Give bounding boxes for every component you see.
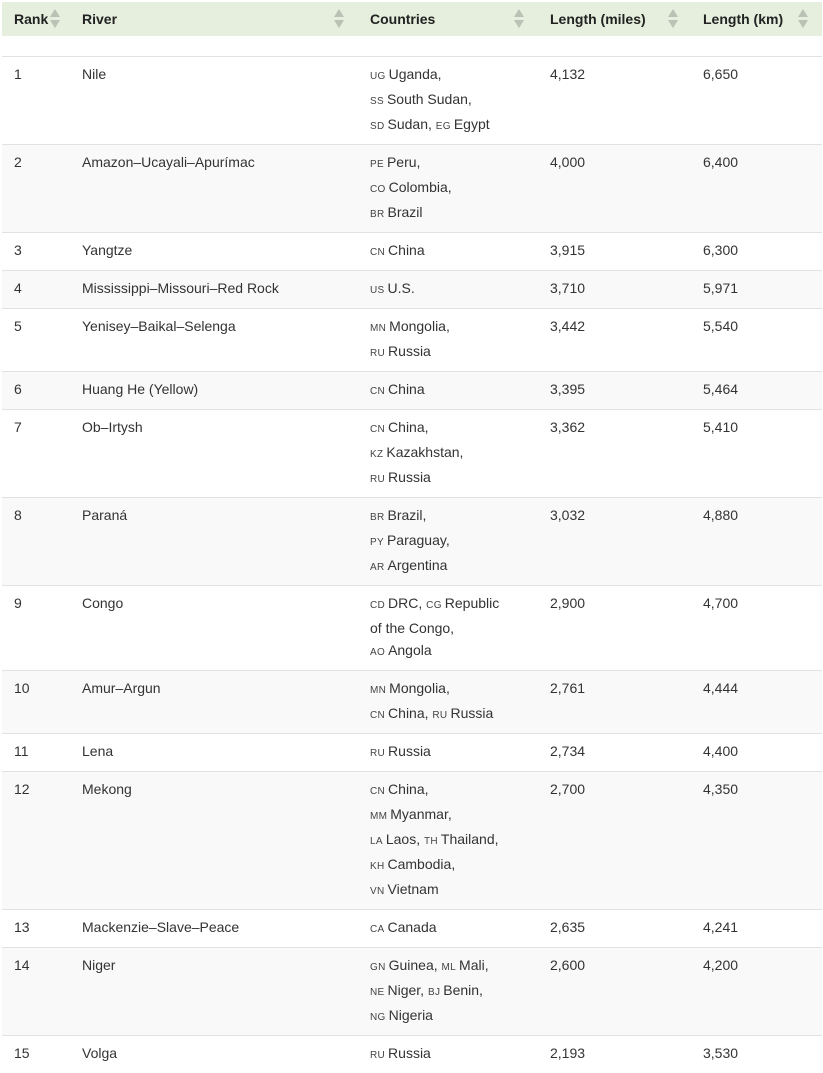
cell-miles: 2,761 — [538, 671, 691, 734]
country-code: RU — [370, 474, 385, 485]
cell-rank: 7 — [2, 410, 70, 498]
table-header-row — [2, 2, 822, 36]
country-code: RU — [370, 1050, 385, 1061]
cell-miles: 2,635 — [538, 910, 691, 948]
cell-km: 5,410 — [691, 410, 822, 498]
country-code: TH — [424, 836, 438, 847]
cell-river: Niger — [70, 948, 358, 1036]
spacer-row — [2, 36, 822, 57]
country-name: Thailand, — [441, 831, 499, 847]
sort-arrows-icon[interactable] — [50, 9, 60, 29]
country-name: Myanmar, — [390, 806, 451, 822]
country-line — [370, 151, 538, 176]
country-name: Paraguay, — [387, 532, 450, 548]
country-name: Guinea, — [389, 957, 438, 973]
column-header-1[interactable] — [70, 2, 358, 36]
column-header-label: Length (miles) — [550, 11, 646, 27]
country-code: CN — [370, 247, 385, 258]
cell-miles: 3,442 — [538, 309, 691, 372]
country-name: Canada — [388, 919, 437, 935]
country-line — [370, 740, 538, 765]
table-row — [2, 309, 822, 372]
cell-river: Lena — [70, 734, 358, 772]
country-name: Cambodia, — [388, 856, 456, 872]
cell-km: 5,540 — [691, 309, 822, 372]
country-name: Argentina — [388, 557, 448, 573]
cell-km: 4,200 — [691, 948, 822, 1036]
cell-km: 4,241 — [691, 910, 822, 948]
country-code: PE — [370, 159, 384, 170]
country-code: CD — [370, 600, 385, 611]
country-code: CN — [370, 786, 385, 797]
country-code: MN — [370, 323, 386, 334]
country-name: Mali, — [459, 957, 489, 973]
table-row — [2, 372, 822, 410]
sort-arrows-icon[interactable] — [334, 9, 344, 29]
cell-countries — [358, 145, 538, 233]
cell-river: Amur–Argun — [70, 671, 358, 734]
cell-rank: 14 — [2, 948, 70, 1036]
country-code: CN — [370, 424, 385, 435]
country-code: KZ — [370, 449, 383, 460]
column-header-label: Countries — [370, 11, 435, 27]
sort-arrows-icon[interactable] — [514, 9, 524, 29]
country-code: LA — [370, 836, 383, 847]
country-code: CN — [370, 386, 385, 397]
cell-rank: 8 — [2, 498, 70, 586]
cell-miles: 3,032 — [538, 498, 691, 586]
cell-countries — [358, 671, 538, 734]
country-name: U.S. — [388, 280, 415, 296]
column-header-0[interactable] — [2, 2, 70, 36]
cell-rank: 1 — [2, 57, 70, 145]
cell-rank: 10 — [2, 671, 70, 734]
country-line — [370, 63, 538, 88]
country-name: Russia — [388, 343, 431, 359]
country-name: Peru, — [387, 154, 420, 170]
country-name: China, — [388, 705, 428, 721]
country-code: NE — [370, 987, 385, 998]
country-name: Brazil — [388, 204, 423, 220]
country-name: Nigeria — [389, 1007, 433, 1023]
country-code: GN — [370, 962, 386, 973]
cell-km: 4,444 — [691, 671, 822, 734]
table-row — [2, 586, 822, 671]
table-row — [2, 910, 822, 948]
cell-miles: 4,000 — [538, 145, 691, 233]
cell-countries — [358, 372, 538, 410]
country-line — [370, 1004, 538, 1029]
cell-river: Yenisey–Baikal–Selenga — [70, 309, 358, 372]
cell-countries — [358, 772, 538, 910]
cell-km: 3,530 — [691, 1036, 822, 1073]
country-name: Kazakhstan, — [386, 444, 463, 460]
country-code: RU — [370, 748, 385, 759]
country-code: RU — [432, 710, 447, 721]
country-name: Vietnam — [388, 881, 439, 897]
country-code: RU — [370, 348, 385, 359]
country-line — [370, 1042, 538, 1067]
country-name: Brazil, — [388, 507, 427, 523]
country-code: AO — [370, 647, 385, 658]
country-line — [370, 878, 538, 903]
cell-rank: 6 — [2, 372, 70, 410]
cell-countries — [358, 586, 538, 671]
cell-rank: 11 — [2, 734, 70, 772]
country-code: CG — [426, 600, 442, 611]
country-name: Angola — [388, 642, 432, 658]
cell-km: 4,350 — [691, 772, 822, 910]
country-line — [370, 828, 538, 853]
country-code: CN — [370, 710, 385, 721]
cell-miles: 4,132 — [538, 57, 691, 145]
country-code: SD — [370, 121, 385, 132]
cell-countries — [358, 309, 538, 372]
country-code: VN — [370, 886, 385, 897]
cell-km: 5,971 — [691, 271, 822, 309]
cell-countries — [358, 410, 538, 498]
cell-countries — [358, 498, 538, 586]
cell-river: Mississippi–Missouri–Red Rock — [70, 271, 358, 309]
country-line — [370, 853, 538, 878]
country-code: ML — [442, 962, 457, 973]
country-line — [370, 378, 538, 403]
cell-km: 6,400 — [691, 145, 822, 233]
cell-rank: 2 — [2, 145, 70, 233]
sort-arrows-icon[interactable] — [798, 9, 808, 29]
table-row — [2, 1036, 822, 1073]
country-code: EG — [436, 121, 451, 132]
table-row — [2, 271, 822, 309]
cell-river: Huang He (Yellow) — [70, 372, 358, 410]
cell-miles: 2,734 — [538, 734, 691, 772]
column-header-2[interactable] — [358, 2, 538, 36]
table-row — [2, 734, 822, 772]
country-name: China — [388, 242, 425, 258]
country-line — [370, 239, 538, 264]
table-row — [2, 233, 822, 271]
cell-rank: 13 — [2, 910, 70, 948]
country-name: Benin, — [443, 982, 483, 998]
country-code: CO — [370, 184, 386, 195]
cell-river: Congo — [70, 586, 358, 671]
cell-countries — [358, 57, 538, 145]
table-row — [2, 772, 822, 910]
cell-river: Yangtze — [70, 233, 358, 271]
country-line — [370, 201, 538, 226]
cell-countries — [358, 1036, 538, 1073]
country-line — [370, 529, 538, 554]
table-row — [2, 410, 822, 498]
cell-miles: 3,362 — [538, 410, 691, 498]
cell-rank: 15 — [2, 1036, 70, 1073]
country-line — [370, 592, 538, 617]
country-line — [370, 466, 538, 491]
column-header-3[interactable] — [538, 2, 691, 36]
country-line — [370, 617, 538, 639]
country-name: Russia — [388, 469, 431, 485]
country-name: South Sudan, — [387, 91, 472, 107]
cell-km: 4,400 — [691, 734, 822, 772]
country-line — [370, 340, 538, 365]
country-line — [370, 88, 538, 113]
cell-river: Nile — [70, 57, 358, 145]
table-row — [2, 57, 822, 145]
country-line — [370, 639, 538, 664]
country-name: DRC, — [388, 595, 422, 611]
country-name: Mongolia, — [389, 318, 450, 334]
country-name: China, — [388, 419, 428, 435]
country-line — [370, 277, 538, 302]
country-line — [370, 441, 538, 466]
country-name: Sudan, — [388, 116, 432, 132]
country-code: AR — [370, 562, 385, 573]
country-line — [370, 176, 538, 201]
table-row — [2, 145, 822, 233]
country-code: BR — [370, 209, 385, 220]
country-code: US — [370, 285, 385, 296]
cell-countries — [358, 948, 538, 1036]
cell-km: 5,464 — [691, 372, 822, 410]
cell-rank: 5 — [2, 309, 70, 372]
cell-km: 4,880 — [691, 498, 822, 586]
cell-miles: 2,700 — [538, 772, 691, 910]
country-line — [370, 113, 538, 138]
country-code: MN — [370, 685, 386, 696]
cell-miles: 2,193 — [538, 1036, 691, 1073]
cell-km: 4,700 — [691, 586, 822, 671]
column-header-label: River — [82, 11, 117, 27]
country-line — [370, 702, 538, 727]
country-name: Niger, — [388, 982, 425, 998]
country-line — [370, 504, 538, 529]
cell-river: Ob–Irtysh — [70, 410, 358, 498]
cell-river: Amazon–Ucayali–Apurímac — [70, 145, 358, 233]
sort-arrows-icon[interactable] — [668, 9, 678, 29]
cell-river: Mekong — [70, 772, 358, 910]
country-code: BR — [370, 512, 385, 523]
cell-miles: 2,900 — [538, 586, 691, 671]
cell-km: 6,650 — [691, 57, 822, 145]
cell-rank: 3 — [2, 233, 70, 271]
cell-river: Mackenzie–Slave–Peace — [70, 910, 358, 948]
country-line — [370, 979, 538, 1004]
column-header-label: Length (km) — [703, 11, 783, 27]
table-row — [2, 948, 822, 1036]
country-name: Colombia, — [389, 179, 452, 195]
country-name: Mongolia, — [389, 680, 450, 696]
country-name: Russia — [450, 705, 493, 721]
country-code: NG — [370, 1012, 386, 1023]
country-name: Egypt — [454, 116, 490, 132]
country-code: KH — [370, 861, 385, 872]
country-name: China, — [388, 781, 428, 797]
cell-miles: 3,710 — [538, 271, 691, 309]
country-name: Republic — [445, 595, 499, 611]
country-line — [370, 554, 538, 579]
cell-miles: 3,395 — [538, 372, 691, 410]
country-name: China — [388, 381, 425, 397]
country-code: BJ — [428, 987, 440, 998]
cell-miles: 3,915 — [538, 233, 691, 271]
country-code: CA — [370, 924, 385, 935]
country-line — [370, 416, 538, 441]
country-line — [370, 315, 538, 340]
cell-miles: 2,600 — [538, 948, 691, 1036]
country-code: PY — [370, 537, 384, 548]
cell-river: Volga — [70, 1036, 358, 1073]
table-row — [2, 671, 822, 734]
rivers-table — [2, 2, 822, 1073]
country-code: SS — [370, 96, 384, 107]
country-line — [370, 954, 538, 979]
table-row — [2, 498, 822, 586]
country-line — [370, 916, 538, 941]
cell-rank: 4 — [2, 271, 70, 309]
cell-river: Paraná — [70, 498, 358, 586]
country-code: MM — [370, 811, 387, 822]
country-name: Uganda, — [389, 66, 442, 82]
column-header-4[interactable] — [691, 2, 822, 36]
country-name: Russia — [388, 743, 431, 759]
country-name: Russia — [388, 1045, 431, 1061]
country-code: UG — [370, 71, 386, 82]
country-name: Laos, — [386, 831, 420, 847]
country-line — [370, 803, 538, 828]
cell-rank: 12 — [2, 772, 70, 910]
country-line — [370, 778, 538, 803]
cell-km: 6,300 — [691, 233, 822, 271]
cell-countries — [358, 271, 538, 309]
country-line — [370, 677, 538, 702]
cell-countries — [358, 734, 538, 772]
cell-countries — [358, 910, 538, 948]
country-name: of the Congo, — [370, 620, 454, 636]
cell-countries — [358, 233, 538, 271]
cell-rank: 9 — [2, 586, 70, 671]
column-header-label: Rank — [14, 11, 48, 27]
